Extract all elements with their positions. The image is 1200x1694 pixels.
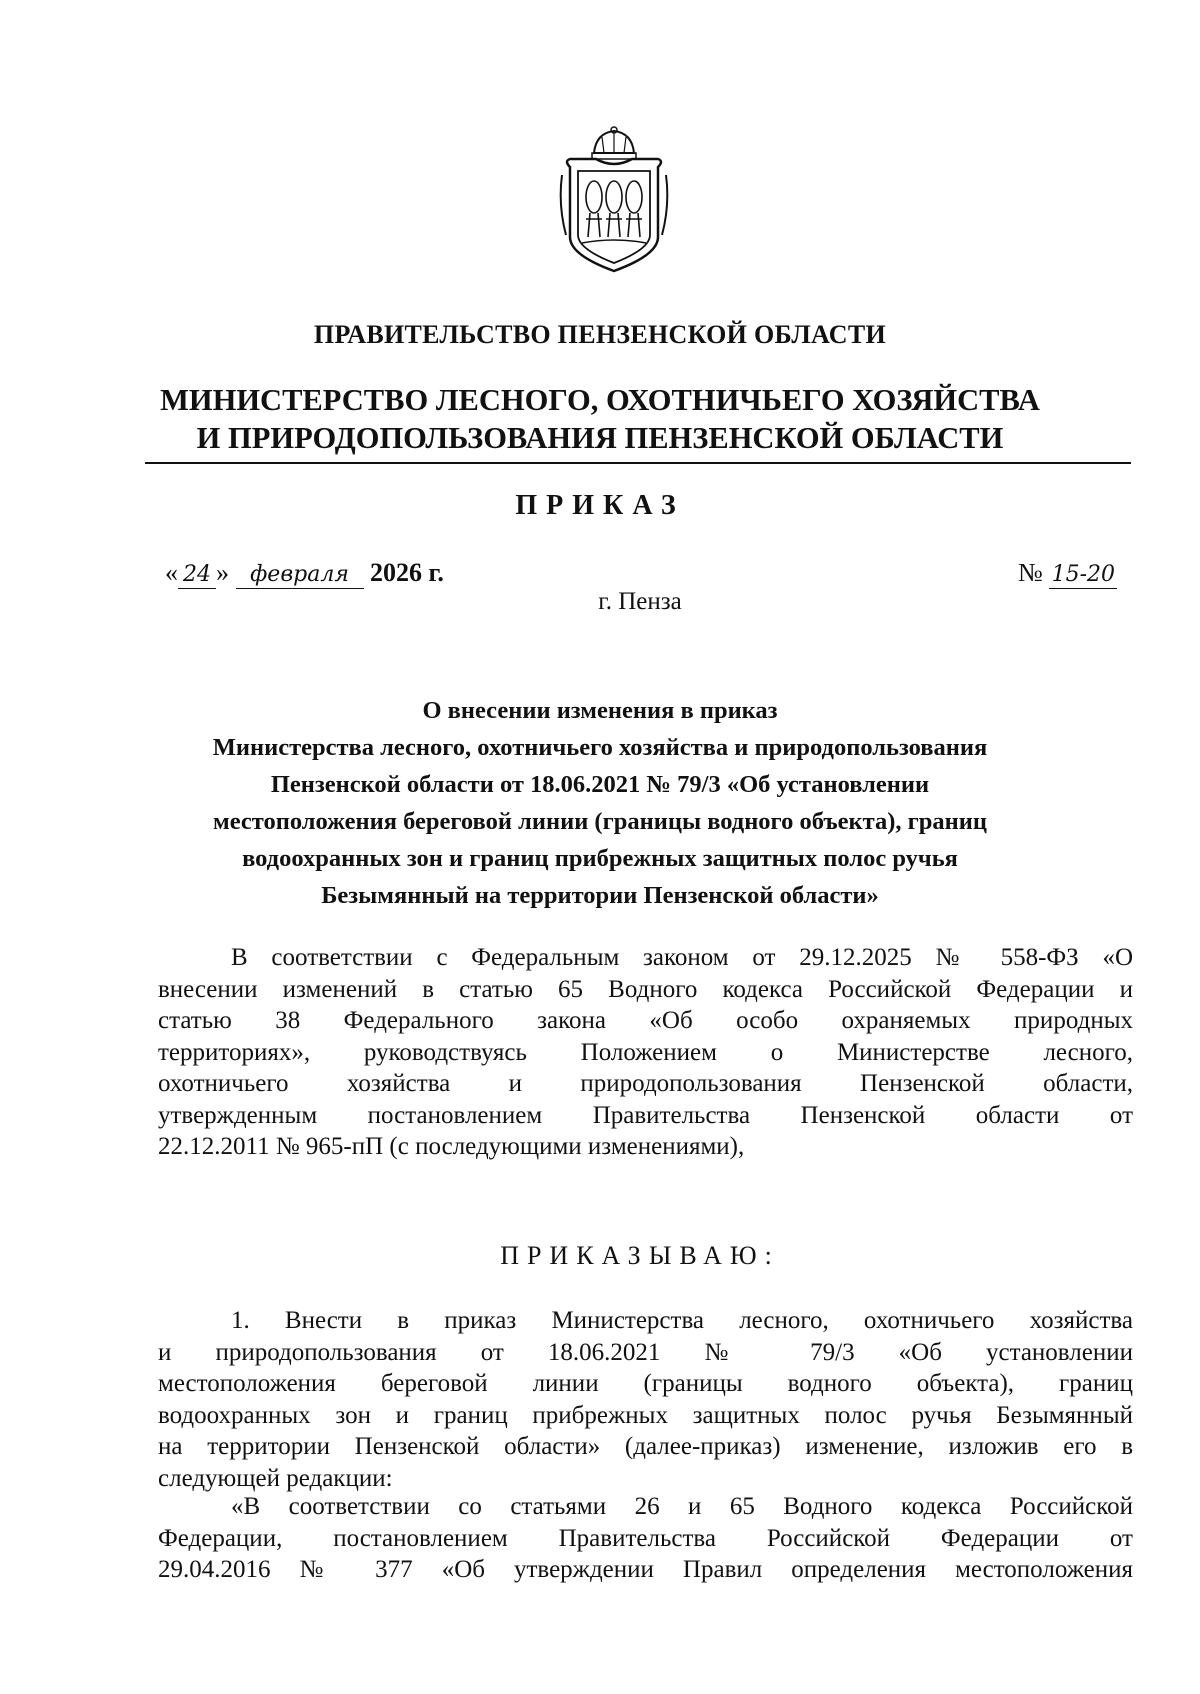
text-line: водоохранных зон и границ прибрежных защитных полос ручья Безымянный bbox=[158, 1401, 1133, 1429]
text-line: Федерации, постановлением Правительства Российской Федерации от bbox=[158, 1524, 1133, 1552]
header-divider bbox=[145, 462, 1131, 464]
subject-line: О внесении изменения в приказ bbox=[422, 697, 778, 724]
text-line: В соответствии с Федеральным законом от 29.12.2025 № 558-ФЗ «О bbox=[231, 944, 1133, 971]
text-line: территориях», руководствуясь Положением о Министерстве лесного, bbox=[158, 1038, 1133, 1066]
text-line: 1. Внести в приказ Министерства лесного, охотничьего хозяйства bbox=[231, 1307, 1133, 1334]
number-value: 15-20 bbox=[1049, 562, 1117, 589]
text-line: статью 38 Федерального закона «Об особо охраняемых природных bbox=[158, 1007, 1133, 1034]
date-month: февраля bbox=[236, 562, 364, 589]
order-city: г. Пенза bbox=[598, 588, 682, 615]
subject-line: водоохранных зон и границ прибрежных защитных полос ручья bbox=[242, 845, 958, 872]
ministry-name-line1: МИНИСТЕРСТВО ЛЕСНОГО, ОХОТНИЧЬЕГО ХОЗЯЙСТВА bbox=[160, 383, 1040, 417]
date-open-quote: « bbox=[165, 558, 178, 587]
subject-line: Пензенской области от 18.06.2021 № 79/3 «Об установлении bbox=[270, 771, 930, 798]
orders-heading: ПРИКАЗЫВАЮ: bbox=[500, 1241, 780, 1270]
subject-line: Министерства лесного, охотничьего хозяйства и природопользования bbox=[212, 734, 988, 761]
date-day: 24 bbox=[178, 562, 216, 589]
order-date bbox=[165, 558, 444, 589]
text-line: охотничьего хозяйства и природопользования Пензенской области, bbox=[158, 1070, 1133, 1097]
preamble-paragraph bbox=[158, 942, 1133, 1163]
text-line: «В соответствии со статьями 26 и 65 Водного кодекса Российской bbox=[231, 1493, 1133, 1520]
text-line: на территории Пензенской области» (далее-приказ) изменение, изложив его в bbox=[158, 1433, 1133, 1460]
document-type-title: ПРИКАЗ bbox=[515, 490, 685, 521]
order-subject bbox=[0, 692, 1200, 914]
number-label: № bbox=[1018, 558, 1043, 587]
text-line: местоположения береговой линии (границы водного объекта), границ bbox=[158, 1370, 1133, 1397]
text-line: утвержденным постановлением Правительства Пензенской области от bbox=[158, 1101, 1133, 1129]
text-line: 29.04.2016 № 377 «Об утверждении Правил определения местоположения bbox=[158, 1556, 1133, 1583]
subject-line: местоположения береговой линии (границы водного объекта), границ bbox=[213, 808, 987, 835]
government-name: ПРАВИТЕЛЬСТВО ПЕНЗЕНСКОЙ ОБЛАСТИ bbox=[313, 320, 887, 349]
date-year: 2026 г. bbox=[370, 558, 444, 587]
text-line: и природопользования от 18.06.2021 № 79/3 «Об установлении bbox=[158, 1338, 1133, 1366]
text-line: внесении изменений в статью 65 Водного кодекса Российской Федерации и bbox=[158, 975, 1133, 1003]
ministry-name-line2: И ПРИРОДОПОЛЬЗОВАНИЯ ПЕНЗЕНСКОЙ ОБЛАСТИ bbox=[196, 421, 1004, 455]
text-line: следующей редакции: bbox=[158, 1464, 393, 1492]
date-close-quote: » bbox=[216, 558, 229, 587]
subject-line: Безымянный на территории Пензенской области» bbox=[321, 882, 879, 909]
order-item-1 bbox=[158, 1305, 1133, 1494]
amended-text-paragraph bbox=[158, 1491, 1133, 1586]
text-line: 22.12.2011 № 965-пП (с последующими изменениями), bbox=[158, 1133, 745, 1160]
order-number bbox=[1018, 558, 1117, 589]
penza-coat-of-arms-icon bbox=[556, 125, 672, 275]
